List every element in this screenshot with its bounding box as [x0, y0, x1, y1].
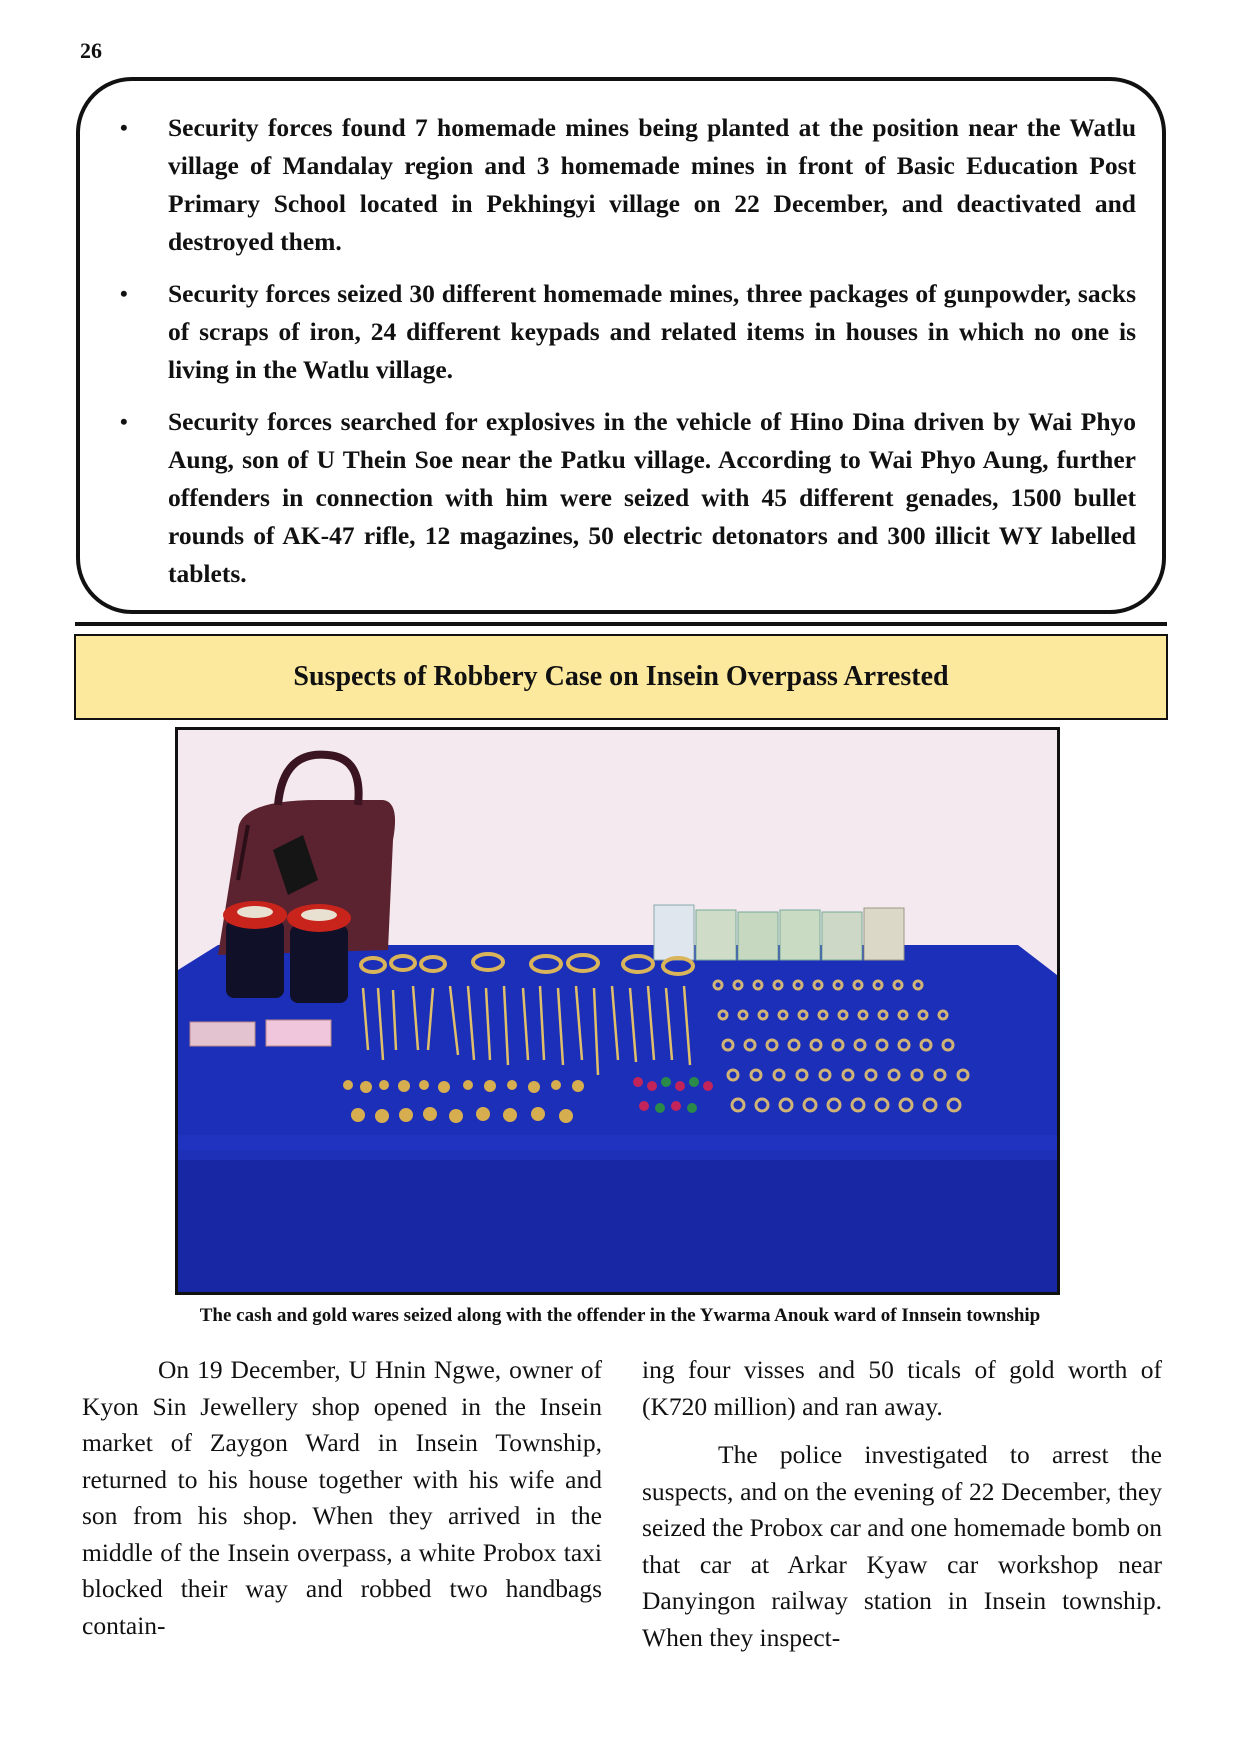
bullet-item	[108, 275, 1136, 389]
bullet-text: Security forces found 7 homemade mines being planted at the position near the Watlu village of Mandalay region and 3 homemade mines in front of Basic Education Post Primary School located in Pekhingyi village on 22 December, and deactivated and destroyed them.	[168, 113, 1136, 256]
evidence-photo	[175, 727, 1060, 1295]
article-paragraph: The police investigated to arrest the suspects, and on the evening of 22 December, they seized the Probox car and one homemade bomb on that car at Arkar Kyaw car workshop near Danyingon railway station in Insein township. When they inspect-	[642, 1440, 1162, 1652]
bullet-item	[108, 403, 1136, 593]
bullet-icon: •	[120, 115, 128, 140]
section-divider	[75, 622, 1167, 626]
bullet-icon: •	[120, 409, 128, 434]
evidence-photo-illustration	[178, 730, 1057, 1292]
article-column-right	[642, 1352, 1162, 1668]
page-number: 26	[80, 38, 102, 63]
section-title: Suspects of Robbery Case on Insein Overpass Arrested	[74, 634, 1168, 720]
bullet-icon: •	[120, 281, 128, 306]
bullet-text: Security forces searched for explosives in the vehicle of Hino Dina driven by Wai Phyo Aung, son of U Thein Soe near the Patku village. According to Wai Phyo Aung, further offenders in connection with him were seized with 45 different genades, 1500 bullet rounds of AK-47 rifle, 12 magazines, 50 electric detonators and 300 illicit WY labelled tablets.	[168, 407, 1136, 588]
bullet-list	[108, 109, 1136, 593]
bullet-item	[108, 109, 1136, 261]
article-column-left	[82, 1352, 602, 1656]
photo-caption: The cash and gold wares seized along with the offender in the Ywarma Anouk ward of Innsein township	[199, 1305, 1041, 1326]
bullet-text: Security forces seized 30 different homemade mines, three packages of gunpowder, sacks of scraps of iron, 24 different keypads and related items in houses in which no one is living in the Watlu village.	[168, 279, 1136, 384]
security-news-box	[76, 77, 1166, 614]
article-paragraph: ing four visses and 50 ticals of gold worth of (K720 million) and ran away.	[642, 1355, 1162, 1421]
article-paragraph: On 19 December, U Hnin Ngwe, owner of Kyon Sin Jewellery shop opened in the Insein market of Zaygon Ward in Insein Township, returned to his house together with his wife and son from his shop. When they arrived in the middle of the Insein overpass, a white Probox taxi blocked their way and robbed two handbags contain-	[82, 1355, 602, 1640]
